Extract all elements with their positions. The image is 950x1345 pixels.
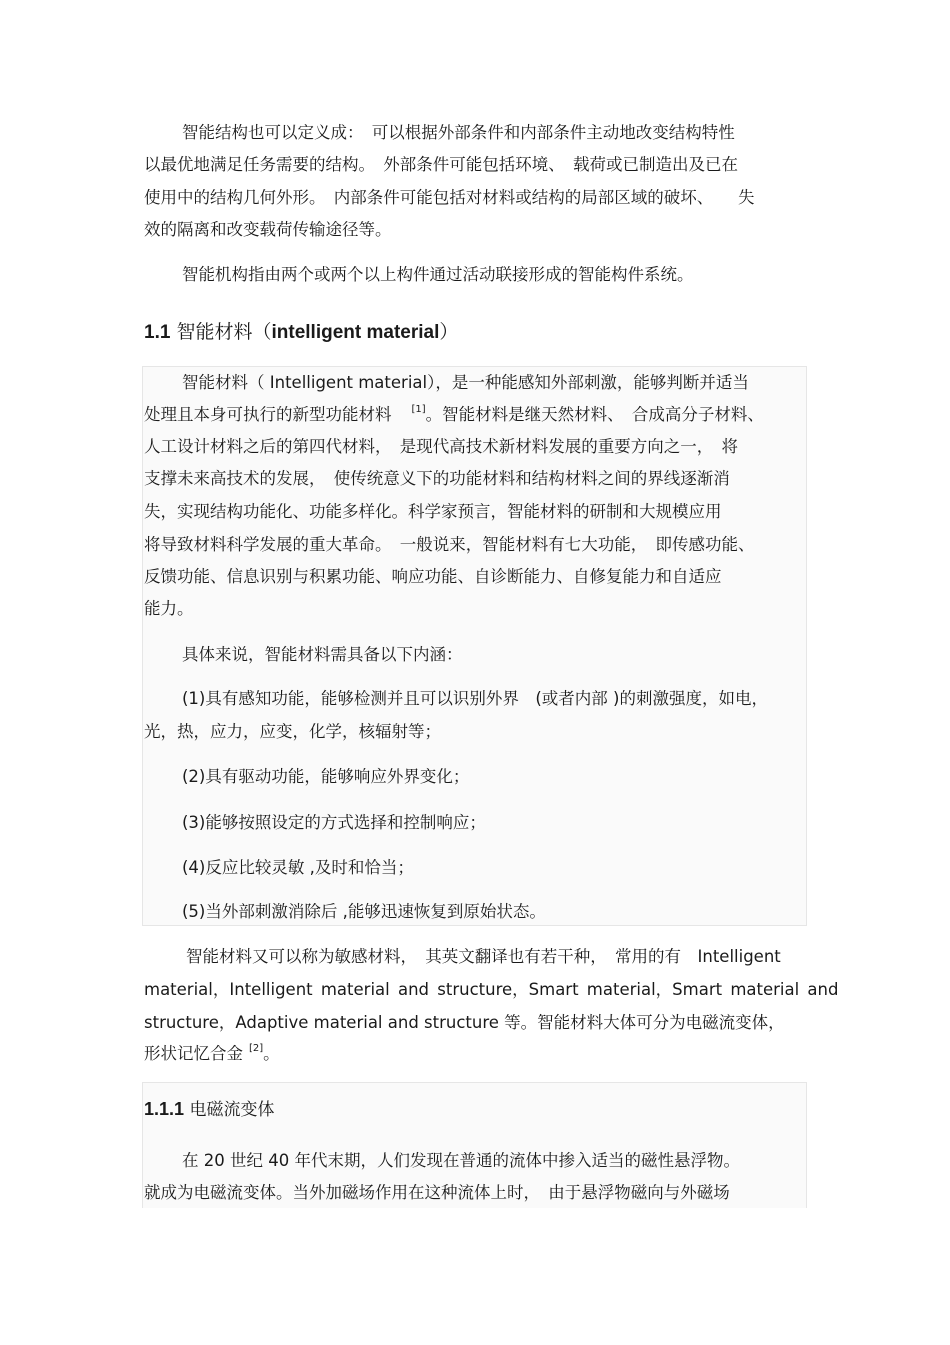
list-item-5: (5)当外部刺激消除后 ,能够迅速恢复到原始状态。 xyxy=(182,902,546,921)
para3-line4: 支撑未来高技术的发展， 使传统意义下的功能材料和结构材料之间的界线逐渐消 xyxy=(144,469,730,488)
list-item-3: (3)能够按照设定的方式选择和控制响应； xyxy=(182,813,486,832)
list-item-1-cont: 光，热，应力，应变，化学，核辐射等； xyxy=(144,722,441,741)
para1-line2: 以最优地满足任务需要的结构。 外部条件可能包括环境、 载荷或已制造出及已在 xyxy=(144,155,738,174)
list-item-1: (1)具有感知功能，能够检测并且可以识别外界 (或者内部 )的刺激强度，如电， xyxy=(182,689,768,708)
para3-line2 xyxy=(144,404,764,426)
para3-line8: 能力。 xyxy=(144,599,194,618)
section-title-en: intelligent material xyxy=(271,322,440,343)
para3-line2-text: 处理且本身可执行的新型功能材料 xyxy=(144,405,392,424)
para3-line7: 反馈功能、信息识别与积累功能、响应功能、自诊断能力、自修复能力和自适应 xyxy=(144,567,722,586)
list-item-4: (4)反应比较灵敏 ,及时和恰当； xyxy=(182,858,414,877)
list-item-2: (2)具有驱动功能，能够响应外界变化； xyxy=(182,767,470,786)
para5-line2: material，Intelligent material and structure，Smart material，Smart material and xyxy=(144,980,839,999)
para3-line3: 人工设计材料之后的第四代材料， 是现代高技术新材料发展的重要方向之一， 将 xyxy=(144,437,738,456)
para6-line2: 就成为电磁流变体。当外加磁场作用在这种流体上时， 由于悬浮物磁向与外磁场 xyxy=(144,1183,730,1202)
para5-line1: 智能材料又可以称为敏感材料， 其英文翻译也有若干种， 常用的有 Intelligent xyxy=(186,947,781,966)
subsection-title: 电磁流变体 xyxy=(189,1100,275,1120)
para3-line6: 将导致材料科学发展的重大革命。 一般说来，智能材料有七大功能， 即传感功能、 xyxy=(144,535,755,554)
para1-line3: 使用中的结构几何外形。 内部条件可能包括对材料或结构的局部区域的破坏、 失 xyxy=(144,188,755,207)
para3-line2-tail: 。智能材料是继天然材料、 合成高分子材料、 xyxy=(425,405,764,424)
section-heading-1-1 xyxy=(144,320,458,345)
para5-end: 。 xyxy=(263,1044,280,1063)
section-heading-1-1-1 xyxy=(144,1097,274,1122)
para1-line1: 智能结构也可以定义成： 可以根据外部条件和内部条件主动地改变结构特性 xyxy=(182,123,735,142)
para5-line3: structure，Adaptive material and structure 等。智能材料大体可分为电磁流变体， xyxy=(144,1013,785,1032)
para1-line4: 效的隔离和改变载荷传输途径等。 xyxy=(144,220,392,239)
section-title-zh: 智能材料（ xyxy=(176,321,272,343)
para3-line1: 智能材料（ Intelligent material），是一种能感知外部刺激，能够判断并适当 xyxy=(182,373,749,392)
para2: 智能机构指由两个或两个以上构件通过活动联接形成的智能构件系统。 xyxy=(182,265,694,284)
section-title-close: ） xyxy=(439,321,459,343)
para4: 具体来说，智能材料需具备以下内涵： xyxy=(182,645,463,664)
para3-line5: 失，实现结构功能化、功能多样化。科学家预言，智能材料的研制和大规模应用 xyxy=(144,502,722,521)
subsection-number: 1.1.1 xyxy=(144,1099,185,1119)
citation-1[interactable]: [1] xyxy=(411,404,426,415)
para5-line4 xyxy=(144,1043,280,1065)
section-number: 1.1 xyxy=(144,322,171,343)
para5-line4-text: 形状记忆合金 xyxy=(144,1044,243,1063)
para6-line1: 在 20 世纪 40 年代末期，人们发现在普通的流体中掺入适当的磁性悬浮物。 xyxy=(182,1151,740,1170)
citation-2[interactable]: [2] xyxy=(249,1043,264,1054)
